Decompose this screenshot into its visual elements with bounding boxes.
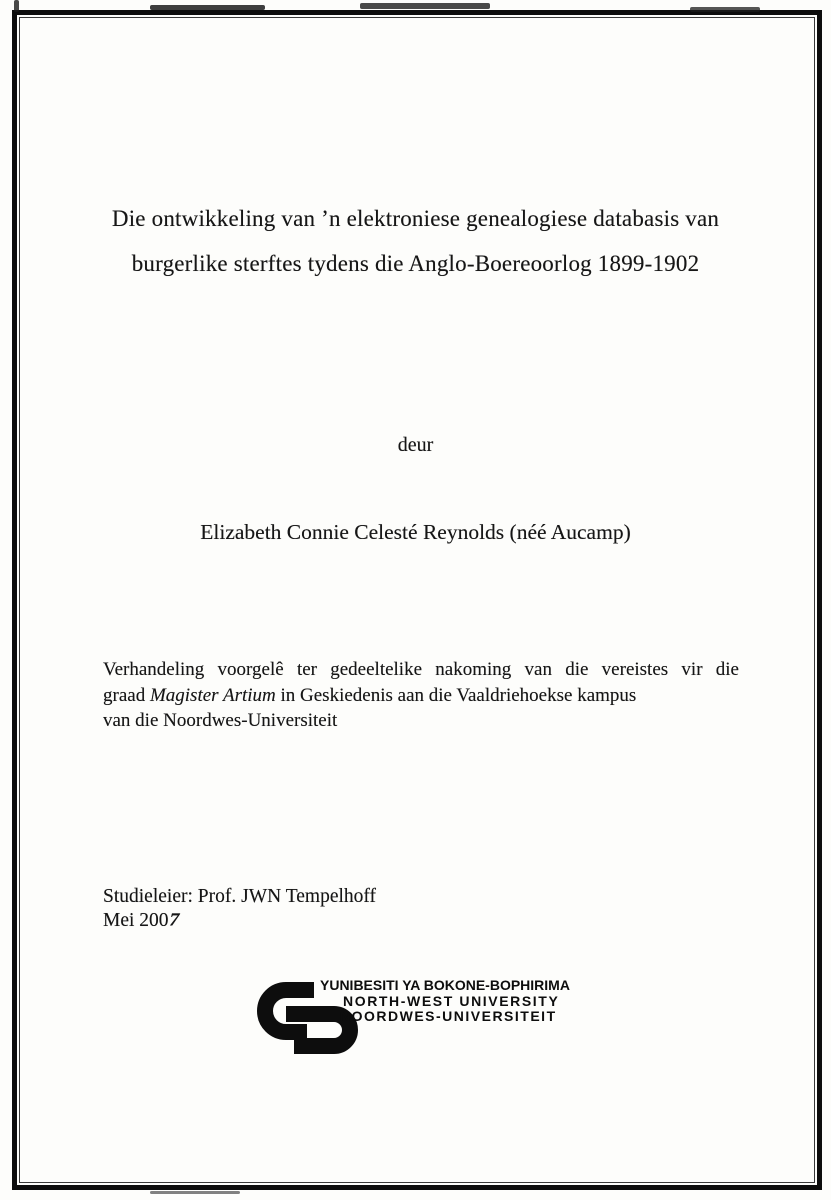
- logo-line-setswana: YUNIBESITI YA BOKONE-BOPHIRIMA: [320, 977, 570, 993]
- university-logo-text: [320, 978, 570, 1025]
- scan-artifact: [150, 5, 265, 10]
- degree-statement: [103, 657, 739, 734]
- date-prefix: Mei 200: [103, 910, 169, 931]
- scan-artifact: [14, 0, 19, 12]
- thesis-title: [0, 196, 831, 286]
- scan-artifact: [150, 1191, 240, 1194]
- date-line: [103, 909, 376, 933]
- degree-name: Magister Artium: [149, 684, 276, 706]
- author-name: Elizabeth Connie Celesté Reynolds (néé Aucamp): [200, 520, 631, 544]
- supervisor-line: Studieleier: Prof. JWN Tempelhoff: [103, 886, 377, 907]
- supervisor-block: [103, 885, 376, 933]
- degree-statement-line2: [103, 683, 739, 709]
- scan-artifact: [360, 3, 490, 9]
- degree-statement-line1: Verhandeling voorgelê ter gedeeltelike nakoming van die vereistes vir die: [103, 659, 739, 680]
- date-last-digit: 7: [166, 910, 181, 931]
- thesis-title-line2: burgerlike sterftes tydens die Anglo-Boereoorlog 1899-1902: [131, 251, 700, 276]
- logo-line-english: NORTH-WEST UNIVERSITY: [343, 992, 560, 1009]
- thesis-title-line1: Die ontwikkeling van ’n elektroniese genealogiese databasis van: [111, 206, 720, 231]
- scan-artifact: [690, 7, 760, 12]
- logo-line-afrikaans: NOORDWES-UNIVERSITEIT: [340, 1008, 557, 1024]
- degree-statement-line2-post: in Geskiedenis aan die Vaaldriehoekse kampus: [275, 684, 637, 706]
- degree-statement-line3: van die Noordwes-Universiteit: [103, 710, 338, 732]
- degree-statement-line2-pre: graad: [103, 684, 150, 706]
- byline: deur: [397, 434, 434, 456]
